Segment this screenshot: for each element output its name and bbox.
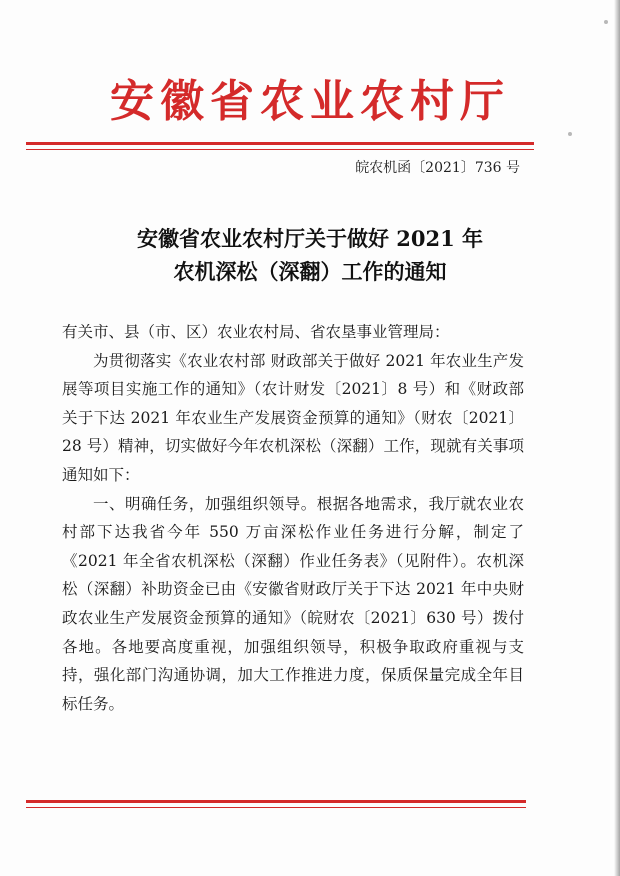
- document-title-line-2: 农机深松（深翻）工作的通知: [173, 259, 447, 284]
- document-body: [62, 318, 524, 718]
- salutation: 有关市、县（市、区）农业农村局、省农垦事业管理局：: [62, 323, 450, 341]
- issuing-organization-header: 安徽省农业农村厅: [110, 76, 510, 127]
- body-paragraph-2: 一、明确任务，加强组织领导。根据各地需求，我厅就农业农村部下达我省今年 550 万亩深松作业任务进行分解，制定了《2021 年全省农机深松（深翻）作业任务表》（见附件）。农机深松（深翻）补助资金已由《安徽省财政厅关于下达 2021 年中央财政农业生产发展资金预算的通知》（皖财农〔2021〕630 号）拨付各地。各地要高度重视，加强组织领导，积极争取政府重视与支持，强化部门沟通协调，加大工作推进力度，保质保量完成全年目标任务。: [62, 494, 524, 713]
- body-paragraph-1: 为贯彻落实《农业农村部 财政部关于做好 2021 年农业生产发展等项目实施工作的通知》（农计财发〔2021〕8 号）和《财政部关于下达 2021 年农业生产发展资金预算的通知》（财农〔2021〕28 号）精神，切实做好今年农机深松（深翻）工作，现就有关事项通知如下：: [62, 351, 524, 484]
- scan-speck: [604, 20, 608, 24]
- footer-red-rule-thick: [26, 800, 526, 803]
- header-red-rule-thin: [26, 149, 534, 150]
- document-title: [0, 222, 620, 288]
- header-red-rule-thick: [26, 142, 534, 145]
- scan-speck: [568, 132, 572, 136]
- document-number: 皖农机函〔2021〕736 号: [355, 160, 520, 176]
- document-title-line-1: 安徽省农业农村厅关于做好 2021 年: [136, 226, 484, 251]
- footer-red-rule-thin: [26, 807, 526, 808]
